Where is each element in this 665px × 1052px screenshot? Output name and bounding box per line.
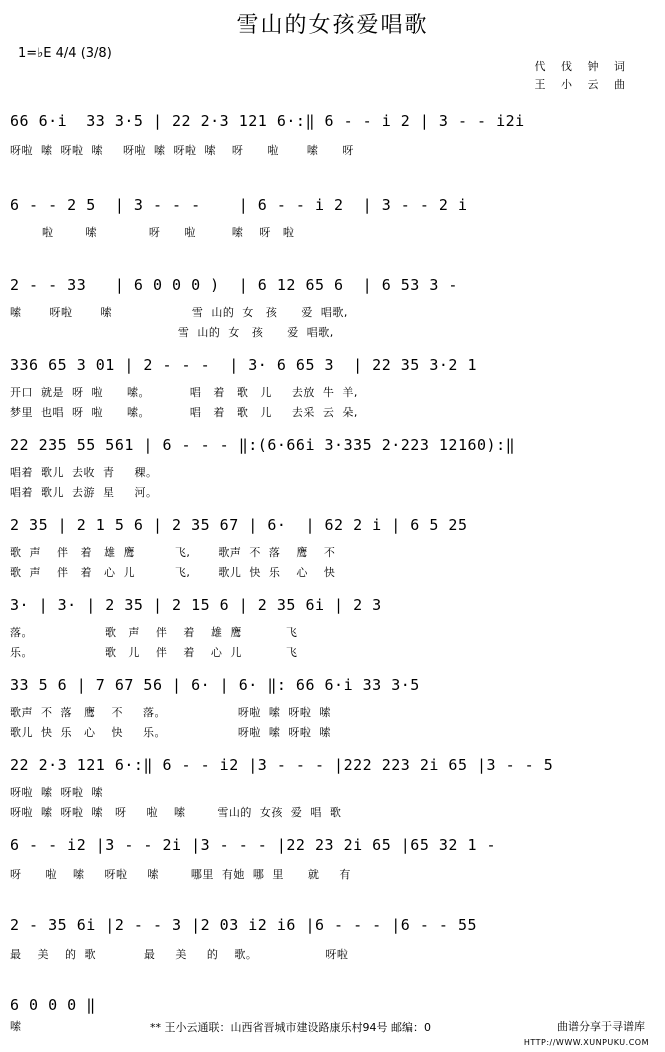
lyric-line: 嗦 [10, 1020, 22, 1033]
notation-line: 22 2·3 121 6·:‖ 6 - - i2 |3 - - - |222 223 2i 65 |3 - - 5 [10, 756, 554, 774]
notation-line: 66 6·i 33 3·5 | 22 2·3 121 6·:‖ 6 - - i 2 | 3 - - i2i [10, 112, 525, 130]
notation-line: 6 - - 2 5 | 3 - - - | 6 - - i 2 | 3 - - 2 i [10, 196, 468, 214]
notation-line: 2 35 | 2 1 5 6 | 2 35 67 | 6· | 62 2 i | 6 5 25 [10, 516, 468, 534]
notation-line: 2 - - 33 | 6 0 0 0 ) | 6 12 65 6 | 6 53 3 - [10, 276, 458, 294]
lyric-line: 歌 声 伴 着 心 儿 飞, 歌儿 快 乐 心 快 [10, 566, 336, 579]
lyric-line: 最 美 的 歌 最 美 的 歌。 呀啦 [10, 948, 349, 961]
lyric-line: 啦 嗦 呀 啦 嗦 呀 啦 [10, 226, 295, 239]
lyric-line: 呀 啦 嗦 呀啦 嗦 哪里 有她 哪 里 就 有 [10, 868, 351, 881]
lyricist-credit: 代 伐 钟 词 [534, 60, 631, 73]
lyric-line: 雪 山的 女 孩 爱 唱歌, [10, 326, 334, 339]
watermark-text: 曲谱分享于寻谱库 [557, 1020, 645, 1033]
lyric-line: 嗦 呀啦 嗦 雪 山的 女 孩 爱 唱歌, [10, 306, 348, 319]
notation-line: 22 235 55 561 | 6 - - - ‖:(6·66i 3·335 2·223 12160):‖ [10, 436, 516, 454]
lyric-line: 落。 歌 声 伴 着 雄 鹰 飞 [10, 626, 298, 639]
notation-line: 6 0 0 0 ‖ [10, 996, 96, 1014]
lyric-line: 歌声 不 落 鹰 不 落。 呀啦 嗦 呀啦 嗦 [10, 706, 331, 719]
notation-line: 33 5 6 | 7 67 56 | 6· | 6· ‖: 66 6·i 33 3·5 [10, 676, 420, 694]
notation-line: 6 - - i2 |3 - - 2i |3 - - - |22 23 2i 65 |65 32 1 - [10, 836, 497, 854]
composer-credit: 王 小 云 曲 [534, 78, 631, 91]
notation-line: 336 65 3 01 | 2 - - - | 3· 6 65 3 | 22 35 3·2 1 [10, 356, 478, 374]
watermark-url: HTTP://WWW.XUNPUKU.COM [523, 1038, 649, 1047]
notation-line: 3· | 3· | 2 35 | 2 15 6 | 2 35 6i | 2 3 [10, 596, 382, 614]
lyric-line: 呀啦 嗦 呀啦 嗦 [10, 786, 103, 799]
lyric-line: 梦里 也唱 呀 啦 嗦。 唱 着 歌 儿 去采 云 朵, [10, 406, 358, 419]
lyric-line: 歌儿 快 乐 心 快 乐。 呀啦 嗦 呀啦 嗦 [10, 726, 331, 739]
lyric-line: 呀啦 嗦 呀啦 嗦 呀啦 嗦 呀啦 嗦 呀 啦 嗦 呀 [10, 144, 354, 157]
lyric-line: 歌 声 伴 着 雄 鹰 飞, 歌声 不 落 鹰 不 [10, 546, 336, 559]
song-title: 雪山的女孩爱唱歌 [236, 13, 429, 38]
lyric-line: 乐。 歌 儿 伴 着 心 儿 飞 [10, 646, 298, 659]
contact-footer: ** 王小云通联：山西省晋城市建设路康乐村94号 邮编：0 [150, 1021, 431, 1034]
notation-line: 2 - 35 6i |2 - - 3 |2 03 i2 i6 |6 - - - |6 - - 55 [10, 916, 478, 934]
lyric-line: 呀啦 嗦 呀啦 嗦 呀 啦 嗦 雪山的 女孩 爱 唱 歌 [10, 806, 342, 819]
lyric-line: 开口 就是 呀 啦 嗦。 唱 着 歌 儿 去放 牛 羊, [10, 386, 358, 399]
lyric-line: 唱着 歌儿 去游 星 河。 [10, 486, 158, 499]
lyric-line: 唱着 歌儿 去收 青 稞。 [10, 466, 158, 479]
key-signature: 1=♭E 4/4 (3/8) [18, 46, 112, 61]
